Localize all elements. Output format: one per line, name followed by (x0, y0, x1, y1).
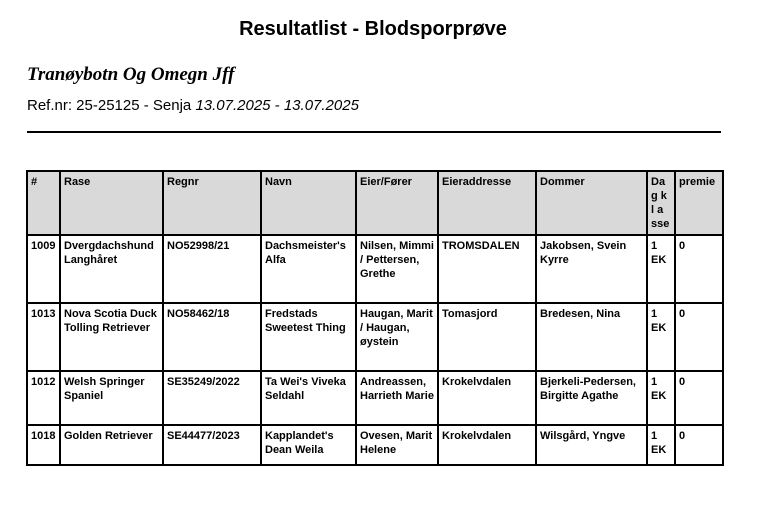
table-cell: NO58462/18 (163, 303, 261, 371)
table-cell: 1018 (27, 425, 60, 465)
table-cell: 1 EK (647, 425, 675, 465)
table-row (27, 371, 723, 425)
column-header: # (27, 171, 60, 235)
table-cell: Dvergdachshund Langhåret (60, 235, 163, 303)
page-title: Resultatlist - Blodsporprøve (239, 18, 507, 40)
column-header: Eieraddresse (438, 171, 536, 235)
column-header: premie (675, 171, 723, 235)
reference-line (27, 97, 359, 114)
table-cell: 1 EK (647, 235, 675, 303)
table-cell: 0 (675, 303, 723, 371)
column-header: Regnr (163, 171, 261, 235)
table-cell: Jakobsen, Svein Kyrre (536, 235, 647, 303)
table-cell: Welsh Springer Spaniel (60, 371, 163, 425)
column-header: Navn (261, 171, 356, 235)
table-cell: 1 EK (647, 303, 675, 371)
table-cell: Tomasjord (438, 303, 536, 371)
table-cell: Andreassen, Harrieth Marie (356, 371, 438, 425)
table-cell: Krokelvdalen (438, 425, 536, 465)
table-cell: NO52998/21 (163, 235, 261, 303)
table-row (27, 425, 723, 465)
table-cell: Bredesen, Nina (536, 303, 647, 371)
table-header-row (27, 171, 723, 235)
club-name: Tranøybotn Og Omegn Jff (27, 64, 235, 85)
column-header: Rase (60, 171, 163, 235)
table-cell: Golden Retriever (60, 425, 163, 465)
column-header: Eier/Fører (356, 171, 438, 235)
table-cell: Ovesen, Marit Helene (356, 425, 438, 465)
table-cell: SE35249/2022 (163, 371, 261, 425)
table-cell: Fredstads Sweetest Thing (261, 303, 356, 371)
table-cell: 1009 (27, 235, 60, 303)
table-cell: Bjerkeli-Pedersen, Birgitte Agathe (536, 371, 647, 425)
table-cell: Haugan, Marit / Haugan, øystein (356, 303, 438, 371)
table-cell: SE44477/2023 (163, 425, 261, 465)
column-header: Dommer (536, 171, 647, 235)
table-cell: Kapplandet's Dean Weila (261, 425, 356, 465)
table-cell: 1012 (27, 371, 60, 425)
table-cell: Wilsgård, Yngve (536, 425, 647, 465)
divider (27, 131, 721, 133)
table-cell: 0 (675, 371, 723, 425)
table-row (27, 235, 723, 303)
results-table (26, 170, 724, 466)
table-cell: 1 EK (647, 371, 675, 425)
table-cell: Dachsmeister's Alfa (261, 235, 356, 303)
ref-number: Ref.nr: 25-25125 - Senja (27, 97, 196, 114)
ref-dates: 13.07.2025 - 13.07.2025 (195, 97, 359, 114)
table-cell: 0 (675, 235, 723, 303)
table-cell: TROMSDALEN (438, 235, 536, 303)
table-row (27, 303, 723, 371)
column-header: Dag k l a sse (647, 171, 675, 235)
table-cell: 1013 (27, 303, 60, 371)
table-cell: Nilsen, Mimmi / Pettersen, Grethe (356, 235, 438, 303)
table-cell: Ta Wei's Viveka Seldahl (261, 371, 356, 425)
table-cell: 0 (675, 425, 723, 465)
table-cell: Krokelvdalen (438, 371, 536, 425)
table-cell: Nova Scotia Duck Tolling Retriever (60, 303, 163, 371)
